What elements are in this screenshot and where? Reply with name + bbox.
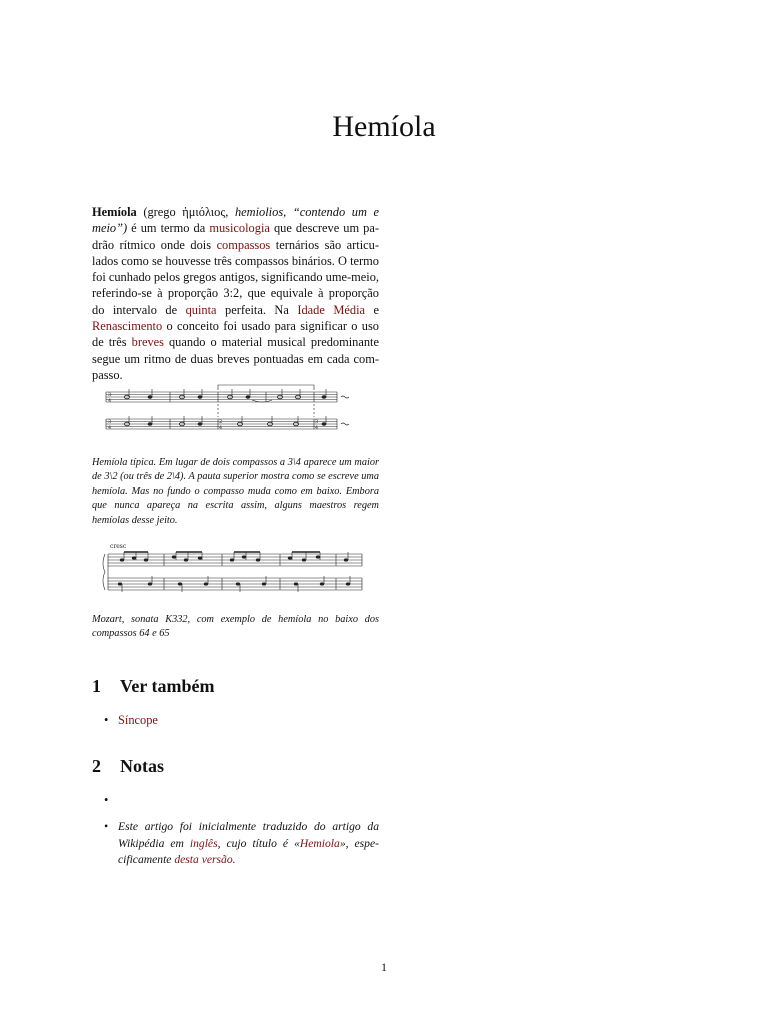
section-heading-notas [92, 756, 164, 777]
bullet: • [104, 713, 109, 727]
page-number: 1 [381, 960, 387, 974]
list-item [92, 819, 379, 868]
svg-text:3: 3 [108, 419, 112, 425]
svg-text:cresc: cresc [110, 543, 127, 550]
link-idade-media[interactable]: Idade Média [297, 302, 366, 317]
section-title: Ver também [120, 676, 215, 696]
link-ingles[interactable]: inglês [189, 836, 218, 850]
section-number: 2 [92, 756, 101, 776]
list-item [92, 712, 379, 728]
svg-text:4: 4 [108, 425, 112, 431]
hemiola-score-figure [92, 384, 379, 434]
page-title: Hemíola [332, 110, 436, 143]
link-hemiola[interactable]: Hemiola [299, 836, 340, 850]
svg-text:4: 4 [219, 425, 223, 431]
link-desta-versao[interactable]: desta versão [174, 852, 233, 866]
see-also-list [92, 712, 379, 728]
text: e [365, 302, 379, 317]
svg-text:4: 4 [315, 425, 319, 431]
text: perfeita. Na [216, 302, 298, 317]
svg-text:4: 4 [108, 398, 112, 404]
section-heading-ver-tambem [92, 676, 214, 697]
figure1-caption: Hemíola típica. Em lugar de dois compassos a 3\4 aparece um maior de 3\2 (ou três de 2\4). A pauta superior mostra como se escreve uma hemíola. Mas no fundo o compasso muda como em baixo. Embora que nunca apareça na escrita assim, alguns maestros regem hemíolas desse jeito. [92, 457, 379, 526]
term-bold: Hemíola [92, 205, 137, 219]
text: é um termo da [127, 221, 210, 236]
link-quinta[interactable]: quinta [185, 302, 217, 317]
mozart-score-image [92, 542, 379, 598]
intro-paragraph [92, 204, 379, 383]
link-sincope[interactable]: Síncope [118, 713, 158, 727]
notes-list [92, 792, 379, 868]
link-compassos[interactable]: compassos [216, 237, 271, 252]
text: , cujo título é « [217, 836, 300, 850]
link-renascimento[interactable]: Renascimento [92, 319, 163, 334]
text: (grego ἡμιόλιος, [136, 205, 235, 219]
svg-text:2: 2 [219, 419, 223, 425]
text: Este artigo foi inicialmente traduzido do artigo da Wikipédia em [118, 820, 379, 850]
text: ternários são articulados como se houvesse três compassos binários. O termo foi cunhado pelos gregos antigos, significando ume-meio, referindo-se à proporção 3:2, que equivale à proporção do intervalo de [92, 237, 379, 317]
section-number: 1 [92, 676, 101, 696]
link-breves[interactable]: breves [131, 335, 164, 350]
hemiola-score-image [92, 384, 379, 434]
svg-text:3: 3 [315, 419, 319, 425]
figure2-caption: Mozart, sonata K332, com exemplo de hemíola no baixo dos compassos 64 e 65 [92, 614, 379, 640]
text-italic: hemiolios, “contendo um e meio”) [92, 205, 379, 236]
text: o conceito foi usado para significar o uso de três [92, 319, 379, 350]
svg-text:3: 3 [108, 392, 112, 398]
mozart-score-figure [92, 542, 379, 598]
section-title: Notas [120, 756, 164, 776]
list-item [92, 792, 379, 808]
link-musicologia[interactable]: musicologia [209, 221, 270, 236]
text: quando o material musical predominante segue um ritmo de duas breves pontuadas em cada compasso. [92, 335, 379, 382]
text: », especificamente [118, 836, 379, 866]
bullet: • [104, 793, 109, 807]
text: que descreve um padrão rítmico onde dois [92, 221, 379, 252]
bullet: • [104, 820, 109, 834]
text: . [232, 852, 236, 866]
